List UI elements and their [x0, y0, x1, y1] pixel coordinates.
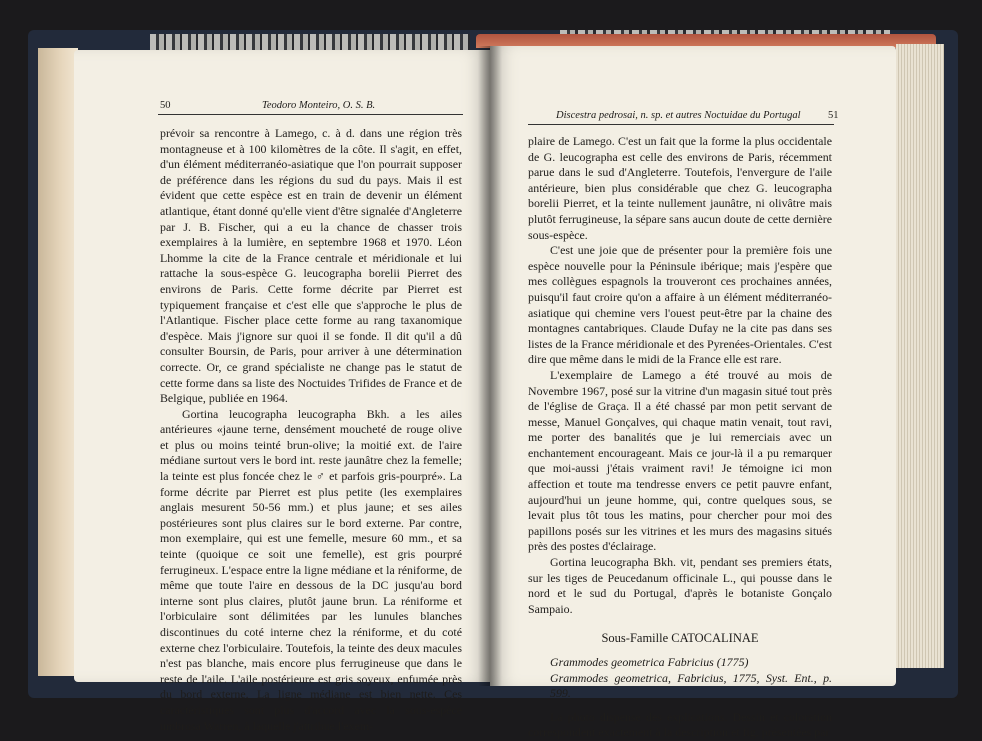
left-header-rule [158, 114, 463, 115]
section-title: Sous-Famille CATOCALINAE [601, 631, 759, 646]
marbled-edge-left [150, 34, 470, 50]
right-page-number: 51 [828, 110, 839, 121]
left-paragraph-1: prévoir sa rencontre à Lamego, c. à d. dans une région très montagneuse et à 100 kilomètres de la côte. Il s'agit, en effet, d'un élément méditerranéo-asiatique que l'on pourrait supposer de préférence dans les régions du sud du pays. Mais il est évident que cette espèce est en train de devenir un élément atlantique, étant donné qu'elle vient d'être signalée d'Angleterre par J. B. Fischer, qui a eu la chance de chasser trois exemplaires à la lumière, en septembre 1968 et 1970. Léon Lhomme la cite de la France centrale et méridionale et lui rattache la sous-espèce G. leucographa borelii Pierret des environs de Paris. Cette forme décrite par Pierret est typiquement française et c'est elle que s'approche le plus de l'Atlantique. Fischer place cette forme au rang taxanomique d'espèce. Mais j'ignore sur quoi il se fonde. Il dit qu'il a dû consulter Boursin, de Paris, pour arriver à une détermination correcte. Or, ce grand spécialiste ne change pas le statut de cette forme dans sa liste des Noctuides Trifides de France et de Belgique, publiée en 1964. [160, 126, 462, 406]
right-body-text [528, 134, 832, 741]
right-paragraph-1: plaire de Lamego. C'est un fait que la forme la plus occidentale de G. leucographa est celle des environs de Paris, récemment parue dans le sud d'Angleterre. Toutefois, l'envergure de l'aile antérieure, bien plus considérable que chez G. leucographa borelii Pierret, et la teinte nullement jaunâtre, ni olivâtre mais plutôt ferrugineuse, la sépare sans aucun doute de cette dernière sous-espèce. [528, 134, 832, 242]
left-page [74, 50, 490, 733]
right-page [490, 46, 896, 740]
right-paragraph-3: L'exemplaire de Lamego a été trouvé au mois de Novembre 1967, posé sur la vitrine d'un magasin situé tout près de l'église de Graça. Il a été chassé par mon petit servant de messe, Manuel Gonçalves, qui chaque matin venait, tout ravi, me porter des banalités que je lui remerciais avec un enchantement encourageant. Mais ce jour-là il a pu remarquer que moi-aussi j'étais vraiment ravi! Je témoigne ici mon affection et toute ma tendresse envers ce petit pauvre enfant, aujourd'hui un jeune homme, qui, contre quelques sous, se levait plus tôt tous les matins, pour chercher pour moi des papillons posés sur les vitrines et les murs des magasins situés près des postes d'éclairage. [528, 367, 832, 554]
book-spine-gutter [478, 46, 502, 686]
left-body-text [160, 126, 462, 734]
left-paragraph-2: Gortina leucographa leucographa Bkh. a les ailes antérieures «jaune terne, densément moucheté de rouge olive et plus ou moins teinté brun-olive; la moitié ext. de l'aire médiane surtout vers le bord int. reste jaunâtre chez la femelle; la teinte est plus foncée chez le ♂ et parfois gris-pourpré». La forme décrite par Pierret est plus petite (les exemplaires anglais mesurent 50-56 mm.) et plus jaune; et ses ailes postérieures sont plus claires sur le bord externe. Par contre, mon exemplaire, qui est une femelle, mesure 60 mm., et sa teinte (quoique ce soit une femelle), est gris pourpré ferrugineux. L'espace entre la ligne médiane et la réniforme, de même que toute l'aire en dessous de la DC jusqu'au bord interne sont plus claires, plutôt jaune brun. La réniforme et l'orbiculaire sont délimitées par les lunules blanches discontinues du coté interne chez la réniforme, et du coté externe chez l'orbiculaire. Toutefois, la teinte des deux macules n'est pas blanche, mais encore plus ferrugineuse que dans le reste de l'aile. L'aile postérieure est gris soyeux, enfumée près du bord externe. La ligne médiane est bien nette. Ces caractéristiques sont plus d'accord avec la sous-espèce umbrosa Warren, à laquelle j'attribue l'exem- [160, 406, 462, 733]
right-final-paragraph: La photo dispense des explications. Dessin et coloration correspondent exactement à la description et fig. présentées par [528, 709, 832, 740]
right-paragraph-2: C'est une joie que de présenter pour la première fois une espèce nouvelle pour la Péninsule ibérique; mais j'espère que mes collègues espagnols la trouveront ces prochaines années, puisqu'il faut croire qu'on a affaire à un élément méditerranéo-asiatique qui chemine vers l'ouest peut-être par la chaine des montagnes cantabriques. Claude Dufay ne la cite pas dans ses listes de la France méridionale et des Pyrenées-Orientales. C'est dire que même dans le midi de la France elle est rare. [528, 243, 832, 367]
species-line-2: Grammodes geometrica, Fabricius, 1775, Syst. Ent., p. 599. [550, 670, 832, 701]
right-page-stack [896, 44, 944, 668]
left-page-stack [38, 48, 78, 676]
left-page-number: 50 [160, 100, 171, 111]
right-running-head: Discestra pedrosai, n. sp. et autres Noctuidae du Portugal [556, 110, 801, 121]
right-paragraph-4: Gortina leucographa Bkh. vit, pendant ses premiers états, sur les tiges de Peucedanum officinale L., qui pousse dans le nord et le sud du Portugal, d'après le botaniste Gonçalo Sampaio. [528, 555, 832, 616]
species-line-1: Grammodes geometrica Fabricius (1775) [550, 655, 749, 669]
left-running-head: Teodoro Monteiro, O. S. B. [262, 100, 376, 111]
right-header-rule [528, 124, 834, 125]
